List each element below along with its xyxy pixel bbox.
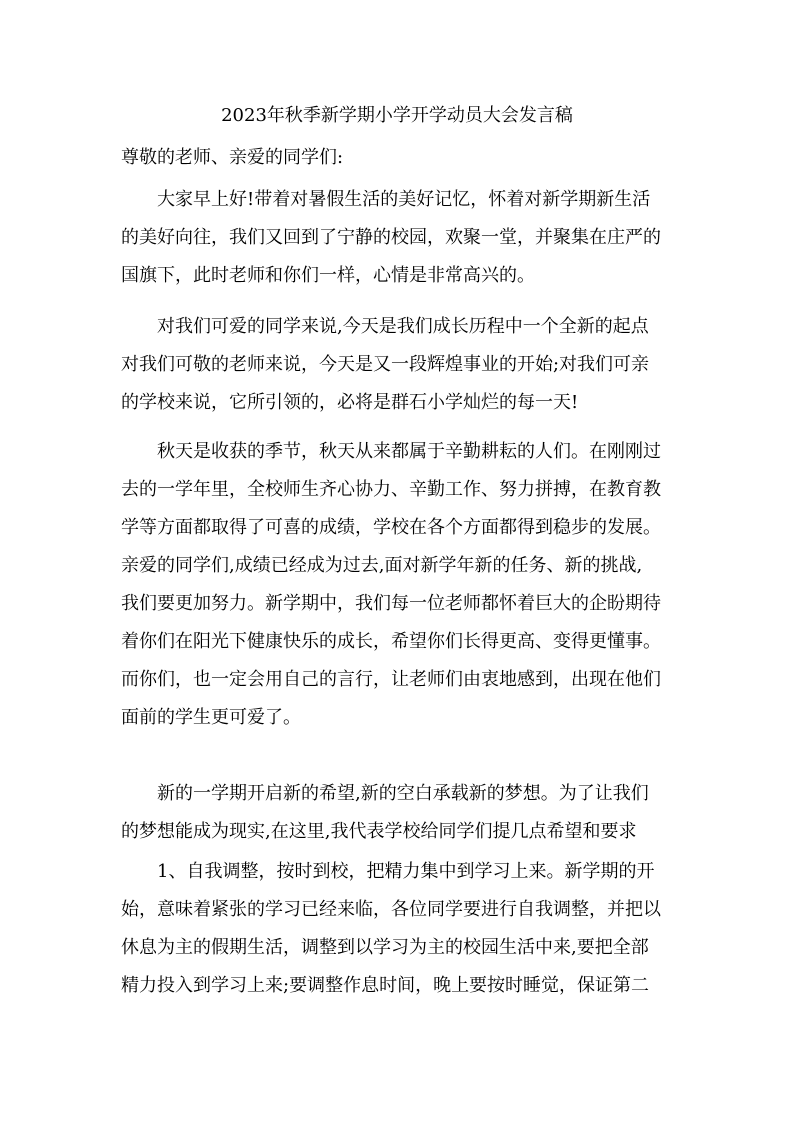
paragraph-line: 精力投入到学习上来;要调整作息时间，晚上要按时睡觉，保证第二 (121, 975, 650, 996)
paragraph-line: 国旗下，此时老师和你们一样，心情是非常高兴的。 (121, 265, 535, 286)
paragraph-hopes (121, 775, 691, 851)
paragraph-line: 我们要更加努力。新学期中，我们每一位老师都怀着巨大的企盼期待 (121, 593, 661, 614)
paragraph-line: 学等方面都取得了可喜的成绩，学校在各个方面都得到稳步的发展。 (121, 517, 661, 538)
paragraph-line: 始，意味着紧张的学习已经来临，各位同学要进行自我调整，并把以 (121, 899, 661, 920)
paragraph-autumn (121, 433, 691, 737)
paragraph-line: 新的一学期开启新的希望,新的空白承载新的梦想。为了让我们 (157, 783, 649, 804)
salutation: 尊敬的老师、亲爱的同学们: (121, 147, 344, 168)
paragraph-line: 着你们在阳光下健康快乐的成长，希望你们长得更高、变得更懂事。 (121, 631, 661, 652)
document-title: 2023年秋季新学期小学开学动员大会发言稿 (221, 105, 573, 126)
paragraph-greeting (121, 181, 691, 295)
paragraph-line: 大家早上好!带着对暑假生活的美好记忆，怀着对新学期新生活 (157, 189, 651, 210)
paragraph-line: 的梦想能成为现实,在这里,我代表学校给同学们提几点希望和要求 (121, 821, 637, 842)
paragraph-line: 而你们，也一定会用自己的言行，让老师们由衷地感到，出现在他们 (121, 669, 661, 690)
paragraph-new-start (121, 308, 691, 422)
paragraph-line: 的美好向往，我们又回到了宁静的校园，欢聚一堂，并聚集在庄严的 (121, 227, 661, 248)
paragraph-line: 对我们可敬的老师来说，今天是又一段辉煌事业的开始;对我们可亲 (121, 354, 650, 375)
paragraph-point-1 (121, 853, 691, 1005)
paragraph-line: 休息为主的假期生活，调整到以学习为主的校园生活中来,要把全部 (121, 937, 649, 958)
paragraph-line: 面前的学生更可爱了。 (121, 707, 301, 728)
paragraph-line: 秋天是收获的季节，秋天从来都属于辛勤耕耘的人们。在刚刚过 (157, 441, 661, 462)
paragraph-line: 1、自我调整，按时到校，把精力集中到学习上来。新学期的开 (157, 861, 655, 882)
paragraph-line: 亲爱的同学们,成绩已经成为过去,面对新学年新的任务、新的挑战, (121, 555, 643, 576)
paragraph-line: 的学校来说，它所引领的，必将是群石小学灿烂的每一天! (121, 392, 579, 413)
paragraph-line: 去的一学年里，全校师生齐心协力、辛勤工作、努力拼搏，在教育教 (121, 479, 661, 500)
paragraph-line: 对我们可爱的同学来说,今天是我们成长历程中一个全新的起点 (157, 316, 649, 337)
